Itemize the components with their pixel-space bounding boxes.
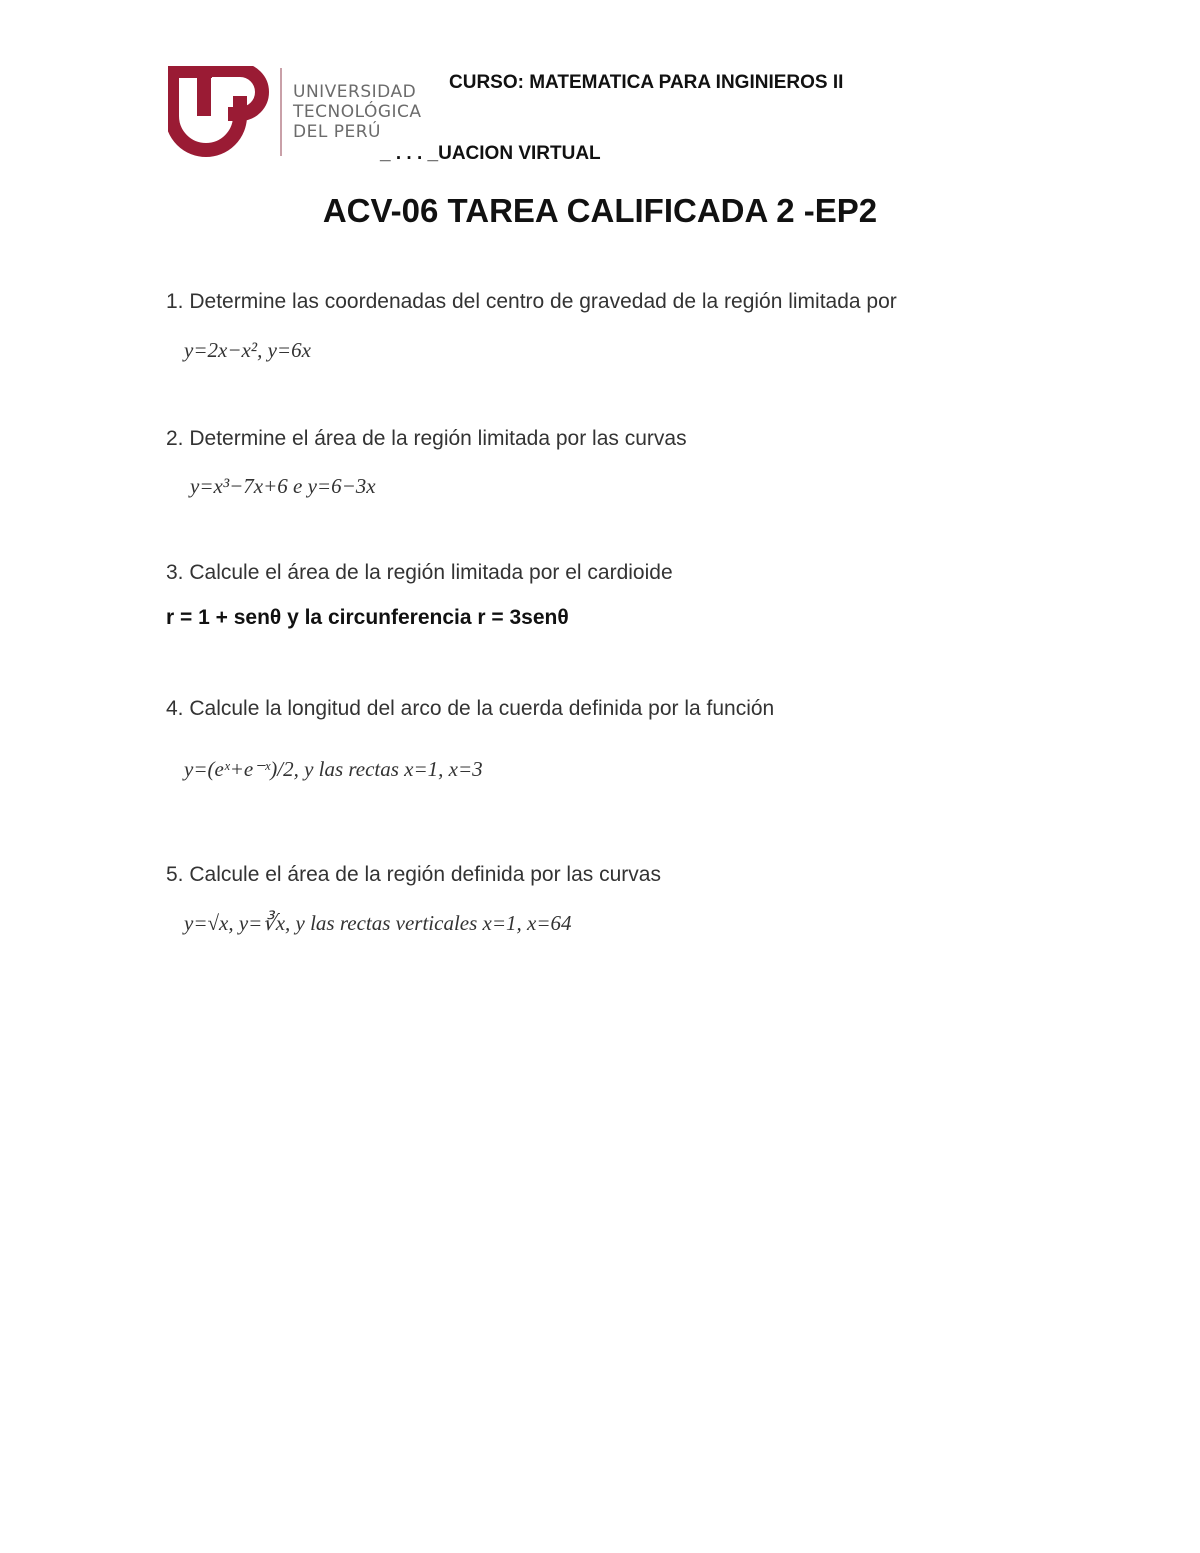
- formula-5: [184, 911, 572, 936]
- evaluation-text: UACION VIRTUAL: [438, 143, 601, 164]
- formula-4-text: y=(eˣ+e⁻ˣ)/2, y las rectas x=1, x=3: [184, 757, 483, 781]
- formula-5-text: y=√x, y=∛x, y las rectas verticales x=1, x=64: [184, 911, 572, 935]
- formula-4: [184, 757, 483, 782]
- course-title: CURSO: MATEMATICA PARA INGINIEROS II: [449, 72, 844, 93]
- question-2: 2. Determine el área de la región limitada por las curvas: [166, 427, 687, 450]
- evaluation-label: [380, 143, 601, 165]
- question-4: 4. Calcule la longitud del arco de la cuerda definida por la función: [166, 697, 775, 720]
- formula-2: [190, 474, 376, 499]
- institution-line-1: UNIVERSIDAD: [293, 82, 417, 102]
- formula-1-text: y=2x−x², y=6x: [184, 338, 311, 362]
- institution-line-2: TECNOLÓGICA: [293, 102, 422, 122]
- formula-1: [184, 338, 311, 363]
- formula-3: r = 1 + senθ y la circunferencia r = 3senθ: [166, 606, 569, 629]
- question-3: 3. Calcule el área de la región limitada por el cardioide: [166, 561, 673, 584]
- formula-2-text: y=x³−7x+6 e y=6−3x: [190, 474, 376, 498]
- institution-line-3: DEL PERÚ: [293, 122, 381, 142]
- question-5: 5. Calcule el área de la región definida por las curvas: [166, 863, 661, 886]
- page-title: ACV-06 TAREA CALIFICADA 2 -EP2: [322, 192, 878, 229]
- question-1: 1. Determine las coordenadas del centro de gravedad de la región limitada por: [166, 290, 897, 313]
- evaluation-prefix: _ . . . _: [380, 143, 439, 164]
